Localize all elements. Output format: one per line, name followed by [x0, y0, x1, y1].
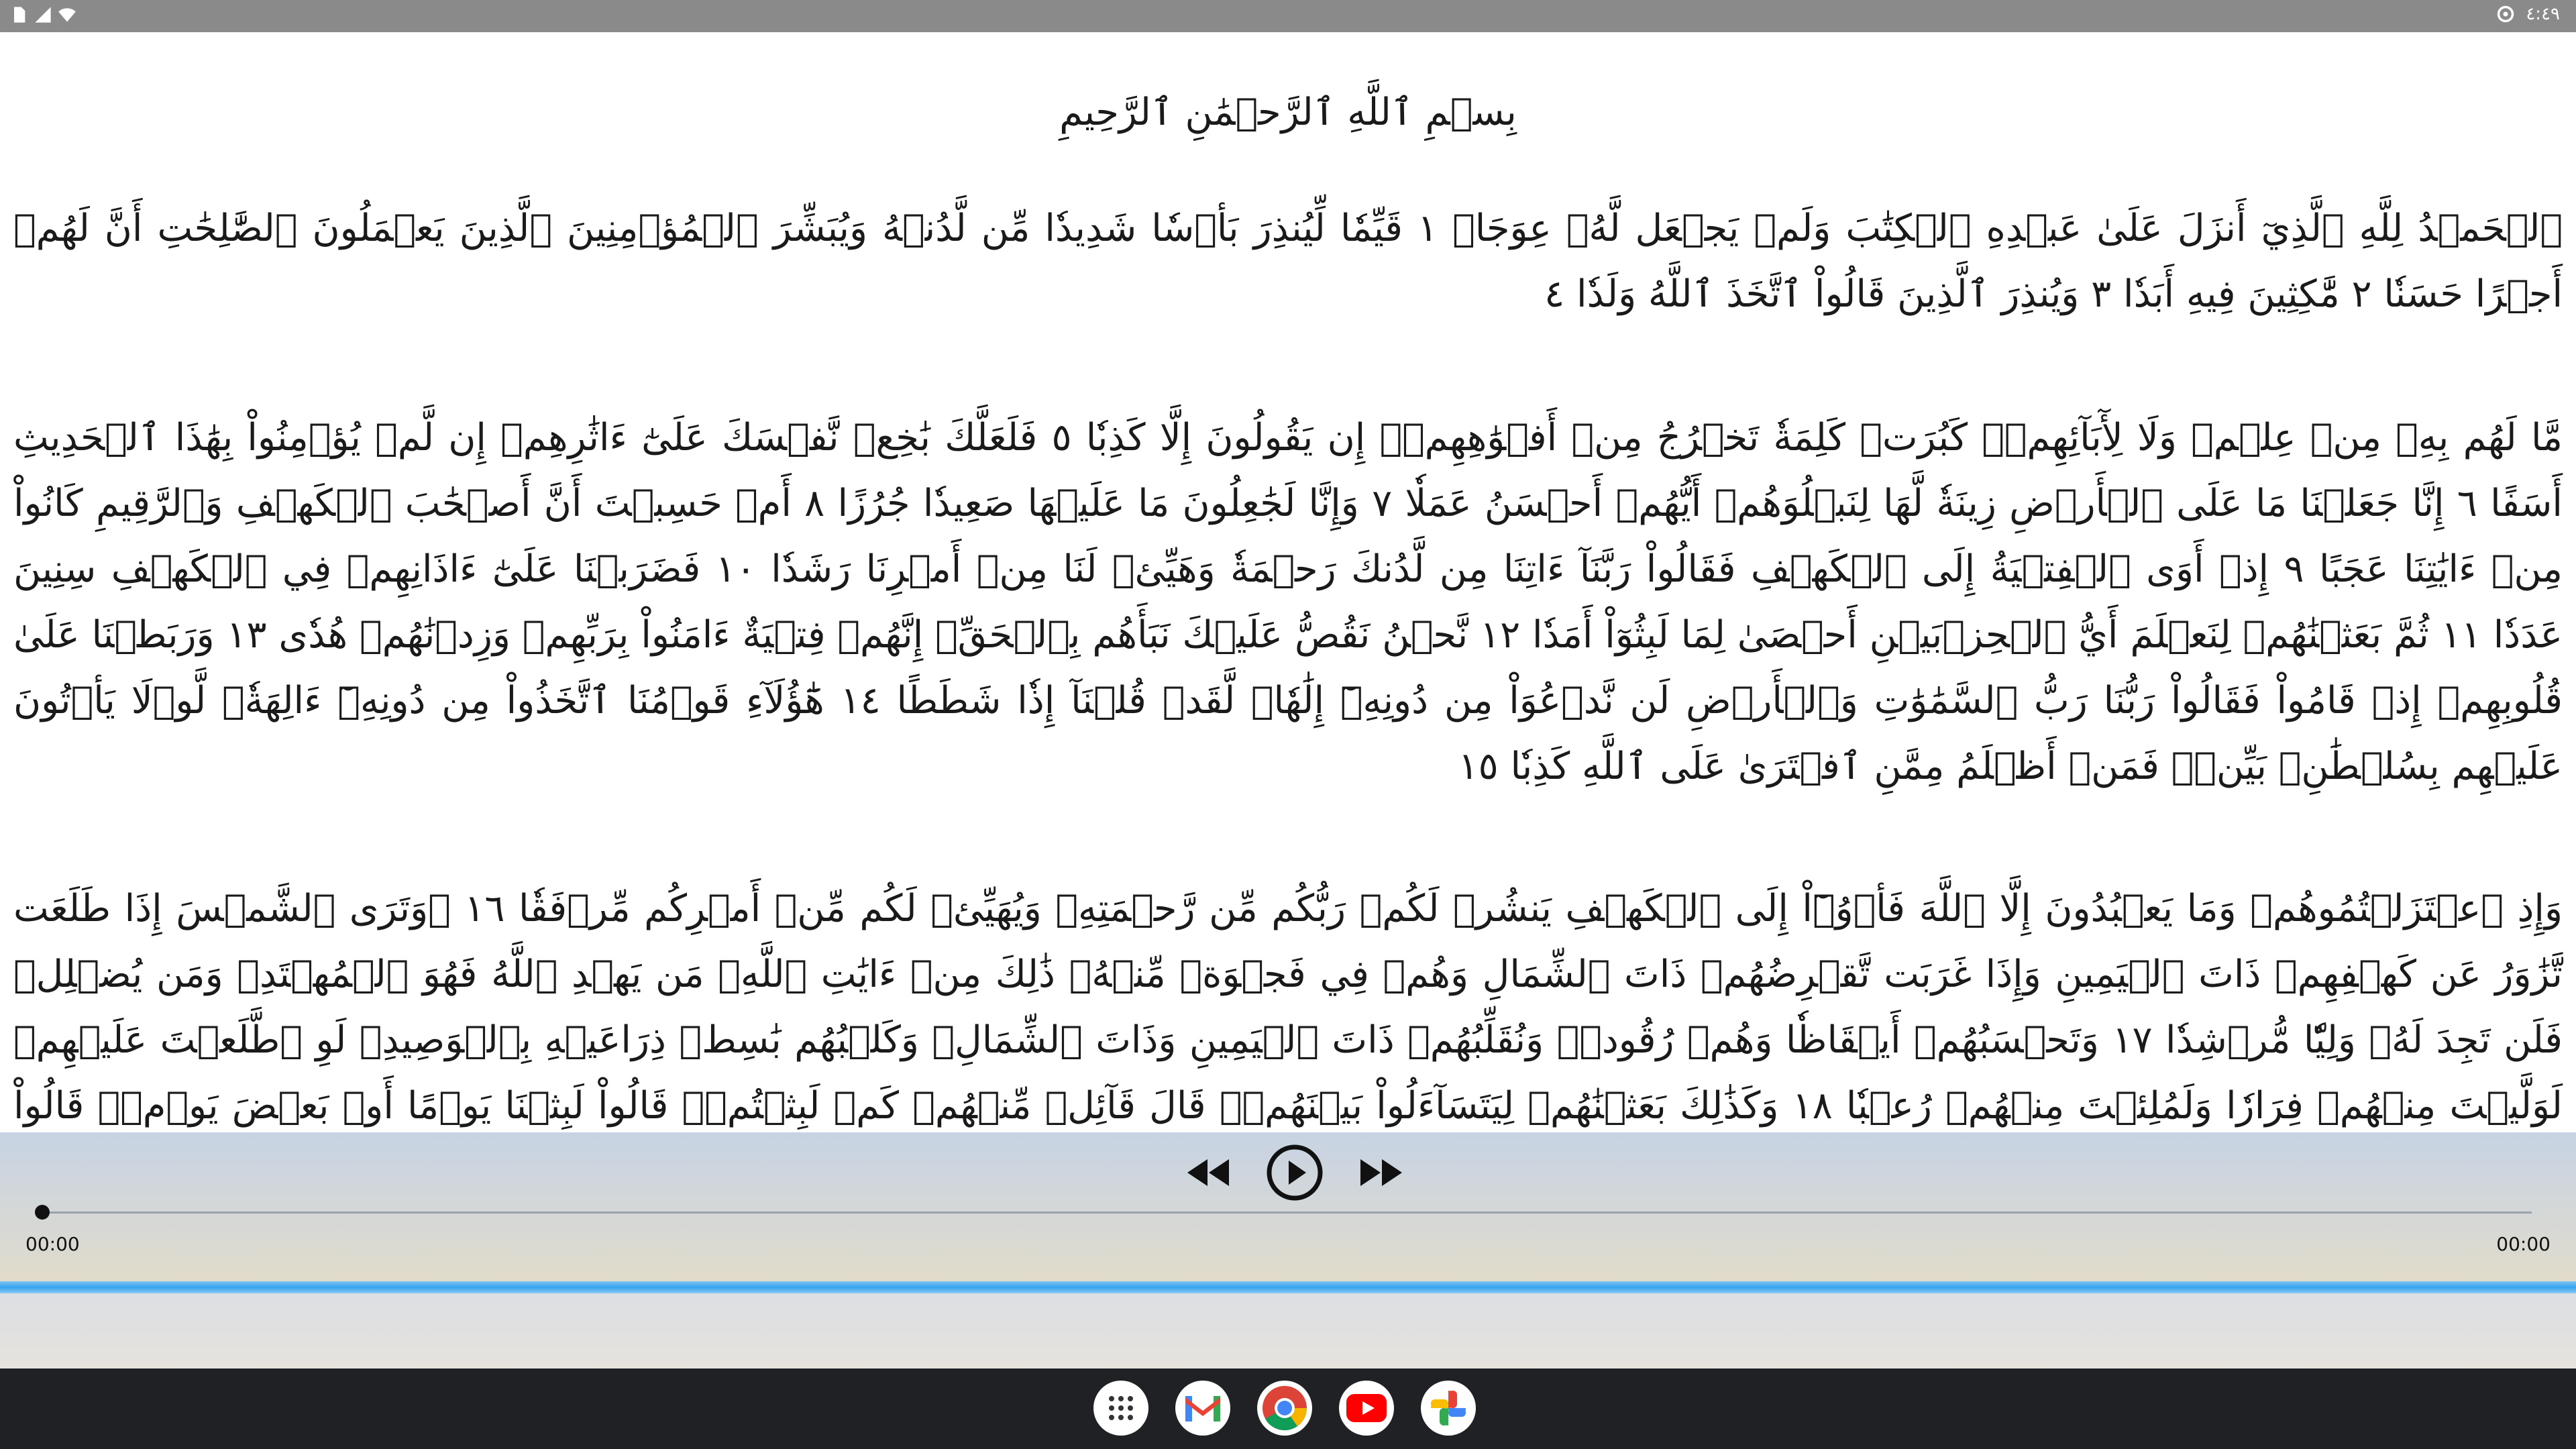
- quran-reader[interactable]: [0, 32, 2576, 1132]
- total-time: 00:00: [2496, 1233, 2551, 1255]
- seek-thumb[interactable]: [35, 1205, 50, 1220]
- sim-icon: [9, 5, 28, 24]
- audio-player: [0, 1132, 2576, 1368]
- gmail-logo-icon: [1184, 1393, 1222, 1423]
- status-icons-right: [2496, 4, 2560, 24]
- taskbar-apps: [1093, 1381, 1476, 1436]
- progress-strip: [0, 1281, 2576, 1293]
- player-controls: [1161, 1139, 1429, 1206]
- youtube-icon[interactable]: [1339, 1381, 1394, 1436]
- photos-logo-icon: [1427, 1387, 1470, 1430]
- gmail-icon[interactable]: [1175, 1381, 1230, 1436]
- clock: ٤:٤٩: [2526, 4, 2560, 24]
- app-drawer-icon[interactable]: [1093, 1381, 1148, 1436]
- status-bar: [0, 0, 2576, 32]
- status-icons-left: [9, 5, 76, 24]
- youtube-logo-icon: [1345, 1393, 1388, 1424]
- signal-icon: [34, 5, 52, 24]
- settings-icon[interactable]: [2496, 5, 2515, 23]
- verse-block-2[interactable]: مَّا لَهُم بِهِۦ مِنۡ عِلۡمٖ وَلَا لِأٓبَآئِهِمۡۚ كَبُرَتۡ كَلِمَةٗ تَخۡرُجُ مِنۡ أَفۡوَٰهِهِمۡۚ إِن يَقُولُونَ إِلَّا كَذِبٗا ٥ فَلَعَلَّكَ بَٰخِعٞ نَّفۡسَكَ عَلَىٰٓ ءَاثَٰرِهِمۡ إِن لَّمۡ يُؤۡمِنُواْ بِهَٰذَا ٱلۡحَدِيثِ أَسَفًا ٦ إِنَّا جَعَلۡنَا مَا عَلَى ٱلۡأَرۡضِ زِينَةٗ لَّهَا لِنَبۡلُوَهُمۡ أَيُّهُمۡ أَحۡسَنُ عَمَلٗا ٧ وَإِنَّا لَجَٰعِلُونَ مَا عَلَيۡهَا صَعِيدٗا جُرُزًا ٨ أَمۡ حَسِبۡتَ أَنَّ أَصۡحَٰبَ ٱلۡكَهۡفِ وَٱلرَّقِيمِ كَانُواْ مِنۡ ءَايَٰتِنَا عَجَبًا ٩ إِذۡ أَوَى ٱلۡفِتۡيَةُ إِلَى ٱلۡكَهۡفِ فَقَالُواْ رَبَّنَآ ءَاتِنَا مِن لَّدُنكَ رَحۡمَةٗ وَهَيِّئۡ لَنَا مِنۡ أَمۡرِنَا رَشَدٗا ١٠ فَضَرَبۡنَا عَلَىٰٓ ءَاذَانِهِمۡ فِي ٱلۡكَهۡفِ سِنِينَ عَدَدٗا ١١ ثُمَّ بَعَثۡنَٰهُمۡ لِنَعۡلَمَ أَيُّ ٱلۡحِزۡبَيۡنِ أَحۡصَىٰ لِمَا لَبِثُوٓاْ أَمَدٗا ١٢ نَّحۡنُ نَقُصُّ عَلَيۡكَ نَبَأَهُم بِٱلۡحَقِّۚ إِنَّهُمۡ فِتۡيَةٌ ءَامَنُواْ بِرَبِّهِمۡ وَزِدۡنَٰهُمۡ هُدٗى ١٣ وَرَبَطۡنَا عَلَىٰ قُلُوبِهِمۡ إِذۡ قَامُواْ فَقَالُواْ رَبُّنَا رَبُّ ٱلسَّمَٰوَٰتِ وَٱلۡأَرۡضِ لَن نَّدۡعُوَاْ مِن دُونِهِۦٓ إِلَٰهٗاۖ لَّقَدۡ قُلۡنَآ إِذٗا شَطَطًا ١٤ هَٰٓؤُلَآءِ قَوۡمُنَا ٱتَّخَذُواْ مِن دُونِهِۦٓ ءَالِهَةٗۖ لَّوۡلَا يَأۡتُونَ عَلَيۡهِم بِسُلۡطَٰنِۭ بَيِّنٖۖ فَمَنۡ أَظۡلَمُ مِمَّنِ ٱفۡتَرَىٰ عَلَى ٱللَّهِ كَذِبٗا ١٥: [13, 416, 2563, 788]
- elapsed-time: 00:00: [25, 1233, 80, 1255]
- basmala: بِسۡمِ ٱللَّهِ ٱلرَّحۡمَٰنِ ٱلرَّحِيمِ: [1059, 91, 1517, 134]
- verse-block-3[interactable]: وَإِذِ ٱعۡتَزَلۡتُمُوهُمۡ وَمَا يَعۡبُدُونَ إِلَّا ٱللَّهَ فَأۡوُۥٓاْ إِلَى ٱلۡكَهۡفِ يَنشُرۡ لَكُمۡ رَبُّكُم مِّن رَّحۡمَتِهِۦ وَيُهَيِّئۡ لَكُم مِّنۡ أَمۡرِكُم مِّرۡفَقٗا ١٦ ۞وَتَرَى ٱلشَّمۡسَ إِذَا طَلَعَت تَّزَٰوَرُ عَن كَهۡفِهِمۡ ذَاتَ ٱلۡيَمِينِ وَإِذَا غَرَبَت تَّقۡرِضُهُمۡ ذَاتَ ٱلشِّمَالِ وَهُمۡ فِي فَجۡوَةٖ مِّنۡهُۚ ذَٰلِكَ مِنۡ ءَايَٰتِ ٱللَّهِۗ مَن يَهۡدِ ٱللَّهُ فَهُوَ ٱلۡمُهۡتَدِۖ وَمَن يُضۡلِلۡ فَلَن تَجِدَ لَهُۥ وَلِيّٗا مُّرۡشِدٗا ١٧ وَتَحۡسَبُهُمۡ أَيۡقَاظٗا وَهُمۡ رُقُودٞۚ وَنُقَلِّبُهُمۡ ذَاتَ ٱلۡيَمِينِ وَذَاتَ ٱلشِّمَالِۖ وَكَلۡبُهُم بَٰسِطٞ ذِرَاعَيۡهِ بِٱلۡوَصِيدِۚ لَوِ ٱطَّلَعۡتَ عَلَيۡهِمۡ لَوَلَّيۡتَ مِنۡهُمۡ فِرَارٗا وَلَمُلِئۡتَ مِنۡهُمۡ رُعۡبٗا ١٨ وَكَذَٰلِكَ بَعَثۡنَٰهُمۡ لِيَتَسَآءَلُواْ بَيۡنَهُمۡۚ قَالَ قَآئِلٞ مِّنۡهُمۡ كَمۡ لَبِثۡتُمۡۖ قَالُواْ لَبِثۡنَا يَوۡمًا أَوۡ بَعۡضَ يَوۡمٖۚ قَالُواْ: [13, 887, 2563, 1128]
- play-icon: [1265, 1142, 1325, 1203]
- wifi-icon: [58, 5, 76, 24]
- rewind-icon: [1181, 1152, 1234, 1193]
- fast-forward-button[interactable]: [1352, 1142, 1412, 1203]
- grid-icon: [1106, 1393, 1136, 1423]
- verse-block-1[interactable]: ٱلۡحَمۡدُ لِلَّهِ ٱلَّذِيٓ أَنزَلَ عَلَىٰ عَبۡدِهِ ٱلۡكِتَٰبَ وَلَمۡ يَجۡعَل لَّهُۥ عِوَجَاۜ ١ قَيِّمٗا لِّيُنذِرَ بَأۡسٗا شَدِيدٗا مِّن لَّدُنۡهُ وَيُبَشِّرَ ٱلۡمُؤۡمِنِينَ ٱلَّذِينَ يَعۡمَلُونَ ٱلصَّٰلِحَٰتِ أَنَّ لَهُمۡ أَجۡرًا حَسَنٗا ٢ مَّٰكِثِينَ فِيهِ أَبَدٗا ٣ وَيُنذِرَ ٱلَّذِينَ قَالُواْ ٱتَّخَذَ ٱللَّهُ وَلَدٗا ٤: [13, 207, 2563, 316]
- play-button[interactable]: [1265, 1142, 1325, 1203]
- fast-forward-icon: [1355, 1152, 1409, 1193]
- player-footer: [0, 1293, 2576, 1368]
- chrome-logo-icon: [1261, 1385, 1308, 1432]
- chrome-icon[interactable]: [1257, 1381, 1312, 1436]
- taskbar: [0, 1368, 2576, 1449]
- seek-bar[interactable]: [42, 1212, 2532, 1214]
- photos-icon[interactable]: [1421, 1381, 1476, 1436]
- rewind-button[interactable]: [1177, 1142, 1238, 1203]
